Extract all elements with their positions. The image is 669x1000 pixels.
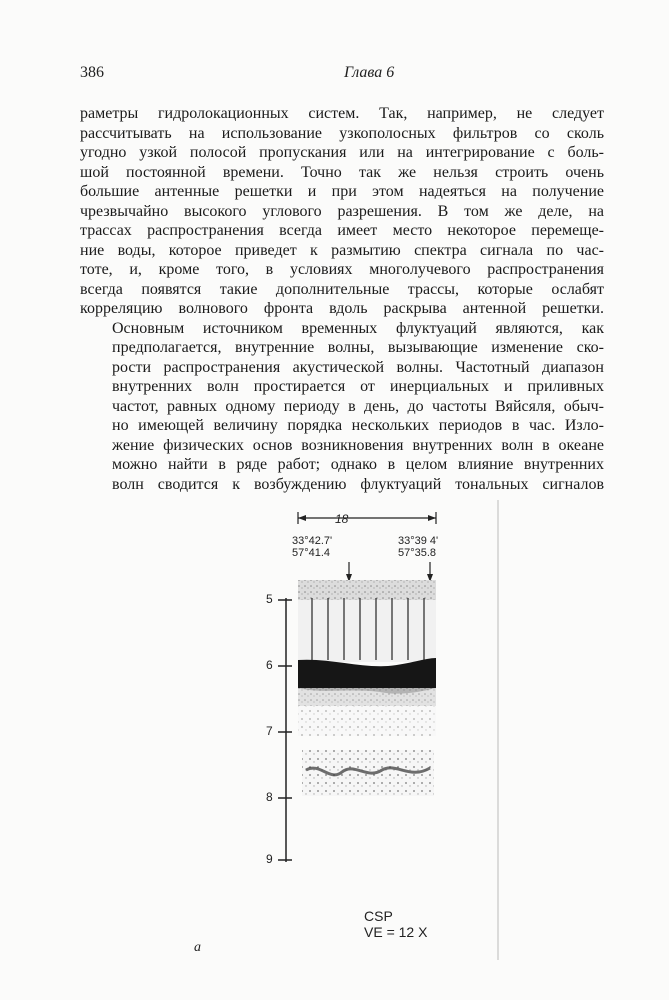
scale-label: 18 — [335, 512, 349, 526]
paragraph-2 — [80, 319, 604, 495]
text-line: ние воды, которое приведет к размытию спектра сигнала по час- — [80, 241, 604, 259]
seismic-profile-figure — [194, 500, 510, 970]
text-line: жение физических основ возникновения внутренних волн в океане — [112, 436, 604, 454]
caption-csp: CSP — [364, 908, 393, 924]
text-line: всегда появятся такие дополнительные трассы, которые ослабят — [80, 280, 604, 298]
running-head: Глава 6 — [344, 64, 395, 81]
text-line: угодно узкой полосой пропускания или на интегрирование с боль- — [80, 144, 604, 161]
coord-right-lat: 33°39 4' — [398, 535, 439, 547]
depth-axis — [278, 598, 292, 862]
scale-bar — [298, 512, 436, 524]
text-line: предполагается, внутренние волны, вызывающие изменение ско- — [112, 339, 604, 356]
coord-left — [292, 535, 332, 559]
text-line: большие антенные решетки и при этом надеяться на получение — [80, 183, 604, 200]
text-line: трассах распространения всегда имеет место некоторое перемеще- — [80, 222, 604, 239]
text-line: но имеющей величину порядка нескольких периодов в час. Изло- — [112, 417, 604, 434]
text-line: тоте, и, кроме того, в условиях многолучевого распространения — [80, 261, 604, 278]
text-line: рости распространения акустической волны. Частотный диапазон — [112, 358, 604, 376]
depth-tick-8: 8 — [266, 790, 273, 804]
panel-label: a — [194, 940, 201, 955]
coord-left-lon: 57°41.4 — [292, 547, 331, 559]
profile-drawing — [220, 500, 510, 970]
text-line: Основным источником временных флуктуаций являются, как — [112, 319, 604, 337]
depth-tick-5: 5 — [266, 592, 273, 606]
text-line: внутренних волн простирается от инерциальных и приливных — [112, 378, 604, 395]
sub-bottom-layer — [298, 688, 436, 706]
text-line: можно найти в ряде работ; однако в целом влияние внутренних — [112, 456, 604, 473]
position-arrows — [346, 562, 433, 582]
text-line: корреляцию волнового фронта вдоль раскрыва антенной решетки. — [80, 300, 604, 317]
paragraph-1 — [80, 104, 604, 319]
depth-tick-7: 7 — [266, 724, 273, 738]
surface-strip — [298, 580, 436, 600]
depth-tick-9: 9 — [266, 852, 273, 866]
body-text — [80, 104, 604, 494]
depth-tick-6: 6 — [266, 658, 273, 672]
caption-ve: VE = 12 X — [364, 924, 428, 940]
text-line: рассчитывать на использование узкополосных фильтров со сколь — [80, 124, 604, 142]
water-column — [298, 600, 436, 662]
figure-caption — [364, 908, 427, 940]
page-header — [80, 64, 604, 84]
page-number: 386 — [80, 64, 104, 81]
text-line: раметры гидролокационных систем. Так, например, не следует — [80, 105, 604, 122]
faint-layer — [298, 706, 436, 736]
coord-right — [398, 535, 438, 559]
text-line: частот, равных одному периоду в день, до частоты Вяйсяля, обыч- — [112, 397, 604, 415]
coord-right-lon: 57°35.8 — [398, 547, 437, 559]
coord-left-lat: 33°42.7' — [292, 535, 333, 547]
text-line: чрезвычайно высокого углового разрешения. В том же деле, на — [80, 202, 604, 220]
text-line: волн сводится к возбуждению флуктуаций тональных сигналов — [112, 475, 604, 493]
text-line: шой постоянной времени. Точно так же нельзя строить очень — [80, 163, 604, 181]
